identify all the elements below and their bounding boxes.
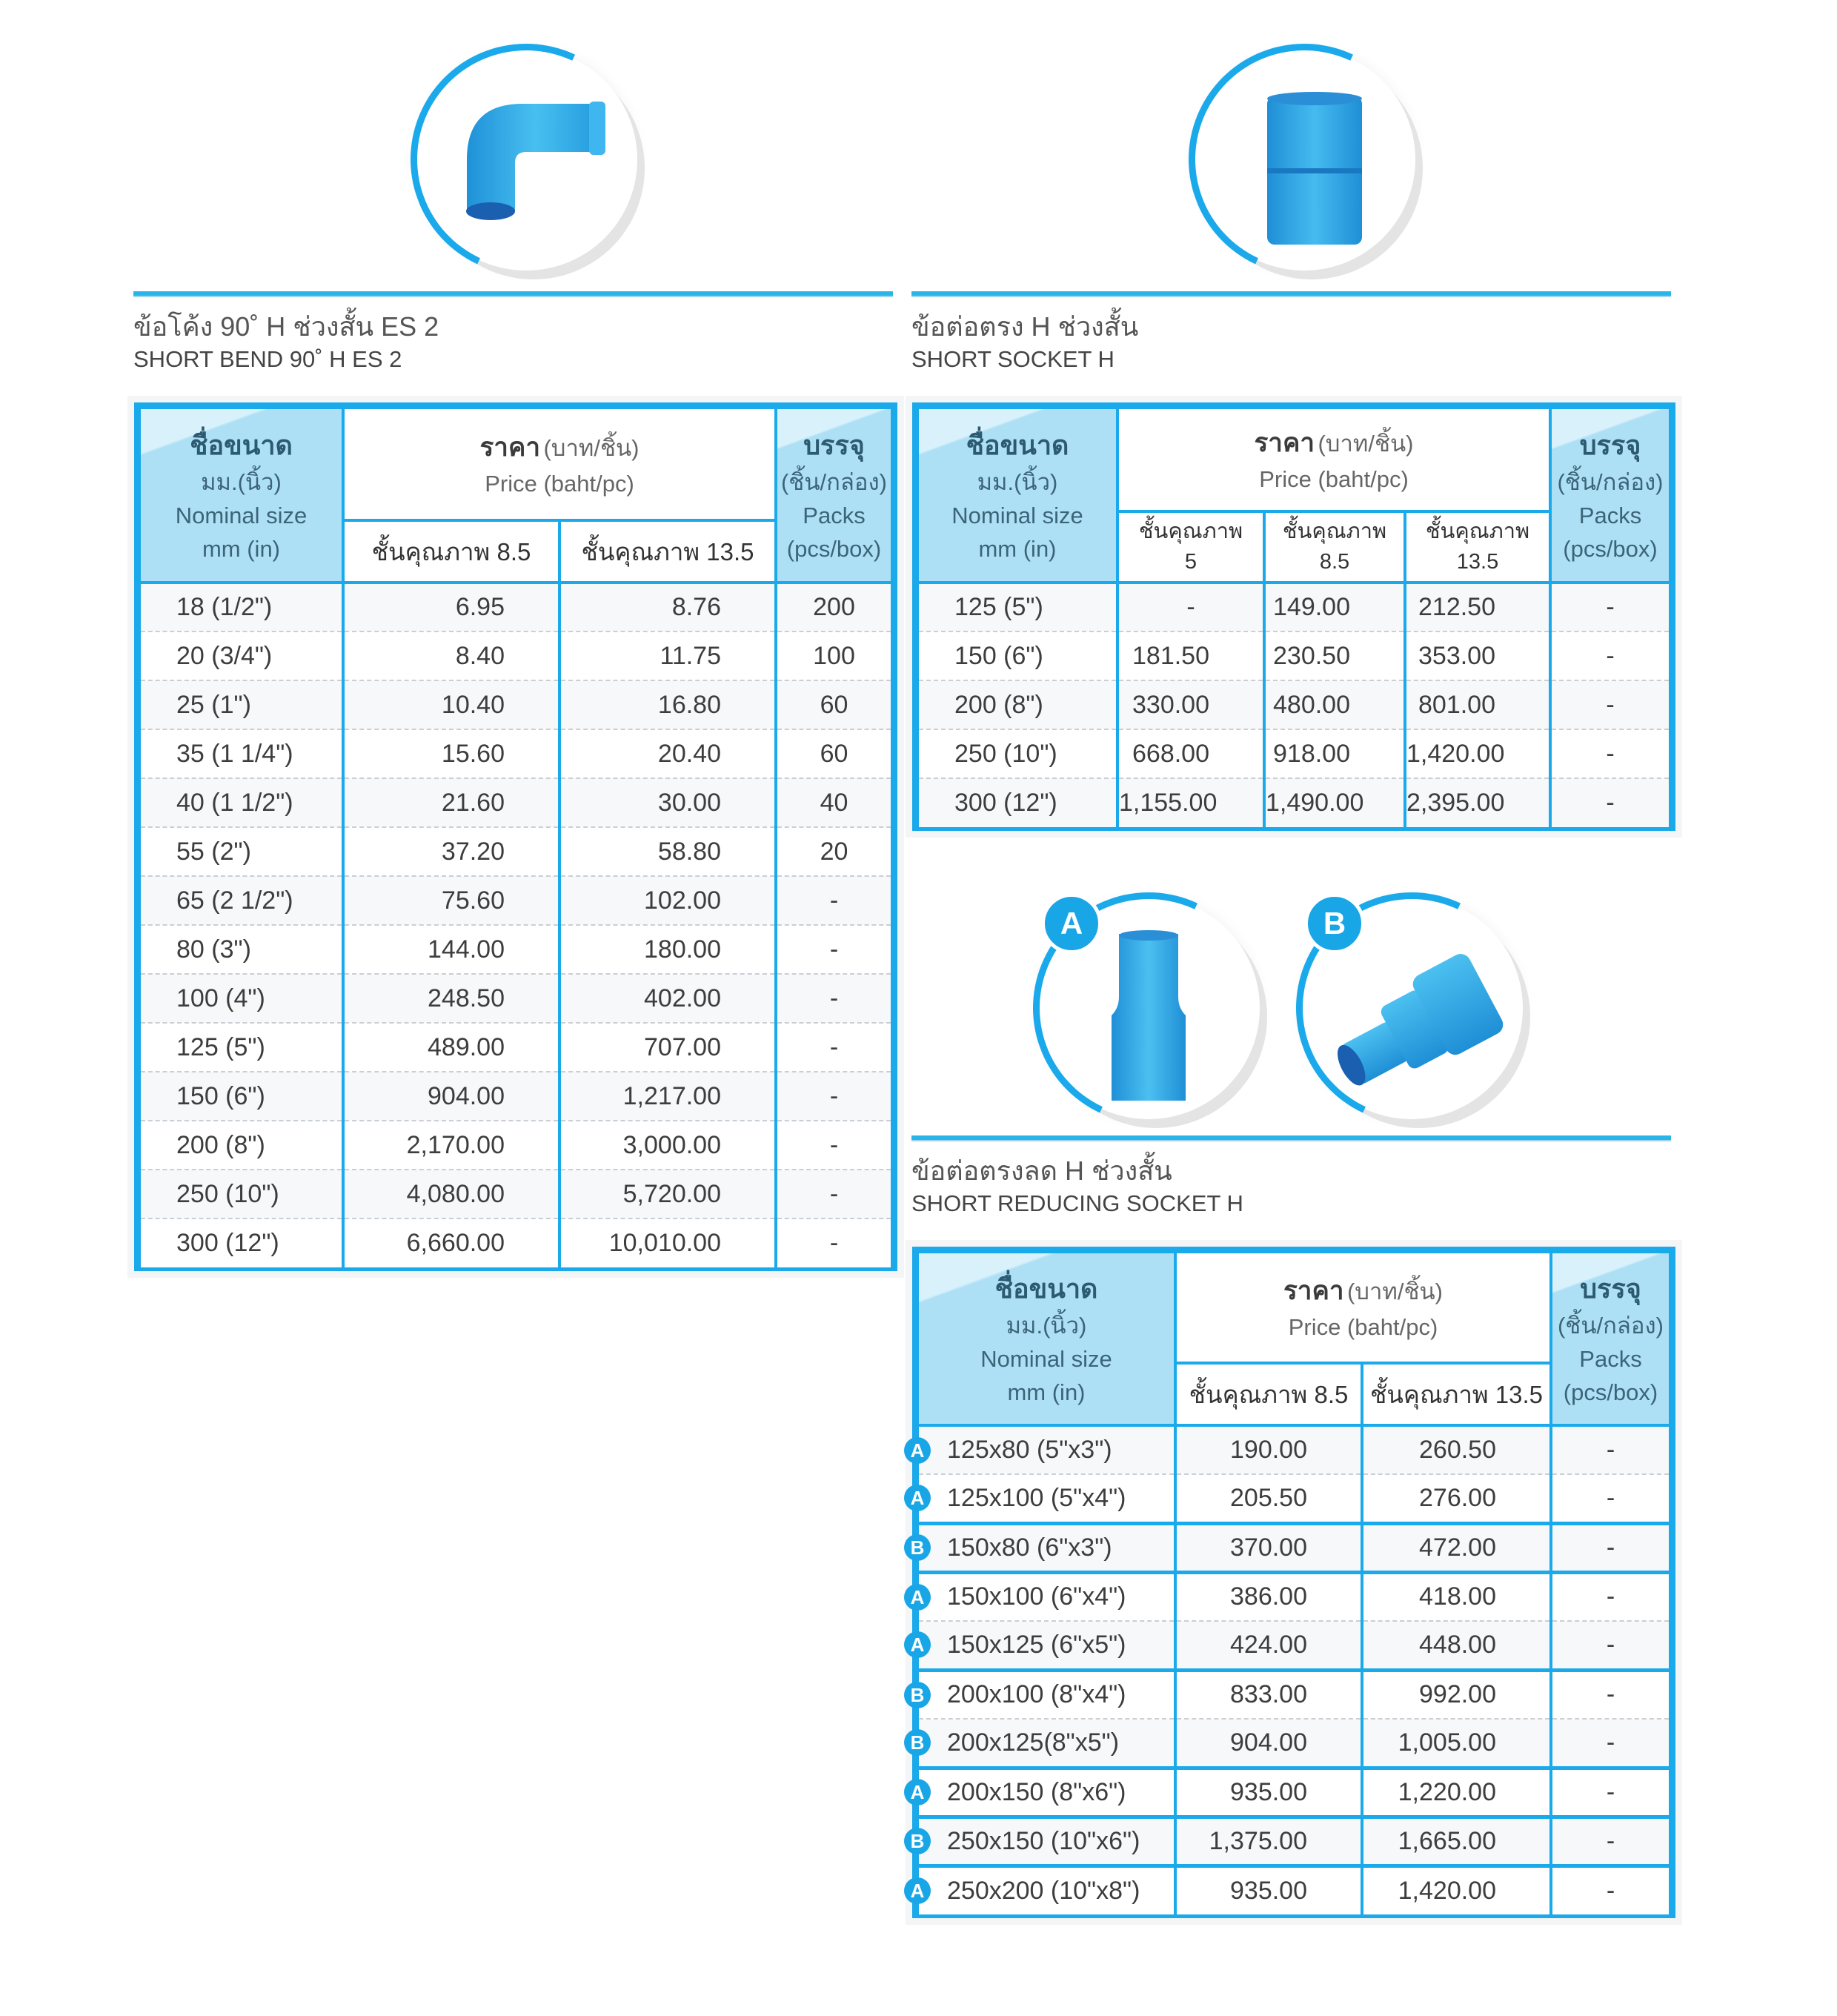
price-85-cell: 75.60	[343, 876, 559, 925]
size-cell: 25 (1")	[139, 680, 343, 729]
price-header-th: ราคา	[1283, 1276, 1344, 1306]
price-85-cell: 8.40	[343, 631, 559, 680]
pack-cell: -	[1551, 1670, 1670, 1719]
table-row	[139, 631, 892, 680]
size-header-en: Nominal size	[175, 503, 308, 529]
size-label: 150x125 (6"x5")	[947, 1630, 1126, 1659]
size-cell: 55 (2")	[139, 827, 343, 876]
size-header-th: ชื่อขนาด	[966, 430, 1069, 461]
socket-title-thai: ข้อต่อตรง H ช่วงสั้น	[911, 311, 1139, 342]
size-label: 150x80 (6"x3")	[947, 1533, 1112, 1562]
type-a-badge: A	[904, 1584, 931, 1611]
pack-cell: 40	[776, 778, 892, 827]
size-cell: 300 (12")	[917, 778, 1117, 827]
pack-cell: -	[776, 974, 892, 1023]
size-label: 200x150 (8"x6")	[947, 1777, 1126, 1806]
short-bend-image	[415, 48, 637, 271]
price-135-cell: 20.40	[559, 729, 776, 778]
size-label: 150x100 (6"x4")	[947, 1582, 1126, 1611]
pack-cell: 200	[776, 583, 892, 631]
grade-135-header	[1362, 1363, 1551, 1425]
price-135-cell: 1,005.00	[1362, 1719, 1551, 1768]
reducing-price-table	[910, 1250, 1672, 1914]
reducing-title-thai: ข้อต่อตรงลด H ช่วงสั้น	[911, 1155, 1172, 1186]
price-85-cell: 918.00	[1264, 729, 1405, 778]
price-135-cell: 1,665.00	[1362, 1817, 1551, 1866]
size-unit-en: mm (in)	[202, 535, 281, 562]
size-cell: 80 (3")	[139, 925, 343, 974]
size-cell: 250 (10")	[139, 1170, 343, 1218]
table-row	[917, 729, 1670, 778]
table-row	[139, 925, 892, 974]
price-header	[1175, 1252, 1551, 1363]
type-b-badge: B	[904, 1682, 931, 1708]
size-cell: 150 (6")	[139, 1072, 343, 1121]
size-cell: 200 (8")	[139, 1121, 343, 1170]
pack-cell: -	[776, 925, 892, 974]
pack-cell: -	[1550, 583, 1670, 631]
price-5-cell: 330.00	[1117, 680, 1264, 729]
reducing-title-english: SHORT REDUCING SOCKET H	[911, 1190, 1243, 1216]
section-divider	[133, 291, 893, 296]
size-cell: 125 (5")	[917, 583, 1117, 631]
price-135-cell: 212.50	[1405, 583, 1550, 631]
size-unit-en: mm (in)	[1007, 1379, 1086, 1405]
pack-cell: -	[1551, 1572, 1670, 1621]
price-85-cell: 424.00	[1175, 1621, 1362, 1670]
pack-cell: -	[1551, 1621, 1670, 1670]
pack-cell: -	[1551, 1719, 1670, 1768]
price-135-cell: 992.00	[1362, 1670, 1551, 1719]
table-row	[139, 778, 892, 827]
pack-cell: -	[776, 1218, 892, 1267]
size-cell	[910, 1719, 1175, 1768]
price-5-cell: 1,155.00	[1117, 778, 1264, 827]
socket-title-english: SHORT SOCKET H	[911, 346, 1115, 372]
price-135-cell: 16.80	[559, 680, 776, 729]
price-85-cell: 2,170.00	[343, 1121, 559, 1170]
price-135-cell: 1,420.00	[1405, 729, 1550, 778]
pack-cell: -	[776, 1023, 892, 1072]
price-135-cell: 1,220.00	[1362, 1768, 1551, 1817]
pack-cell: -	[1551, 1768, 1670, 1817]
size-cell: 150 (6")	[917, 631, 1117, 680]
price-unit-th: (บาท/ชิ้น)	[1318, 431, 1414, 457]
pack-cell: -	[1551, 1425, 1670, 1474]
badge-a: A	[1041, 893, 1102, 954]
price-85-cell: 904.00	[1175, 1719, 1362, 1768]
price-85-cell: 833.00	[1175, 1670, 1362, 1719]
grade-85-number: 8.5	[1319, 550, 1350, 574]
pack-cell: 60	[776, 729, 892, 778]
grade-85-label: ชั้นคุณภาพ 8.5	[1189, 1380, 1349, 1408]
price-135-cell: 801.00	[1405, 680, 1550, 729]
size-cell: 100 (4")	[139, 974, 343, 1023]
size-unit-th: มม.(นิ้ว)	[201, 469, 282, 496]
pack-unit-en: (pcs/box)	[786, 535, 882, 562]
type-b-badge: B	[904, 1534, 931, 1561]
size-cell	[910, 1817, 1175, 1866]
table-row	[139, 876, 892, 925]
price-85-cell: 1,375.00	[1175, 1817, 1362, 1866]
price-135-cell: 260.50	[1362, 1425, 1551, 1474]
grade-135-label: ชั้นคุณภาพ 13.5	[1369, 1380, 1544, 1408]
pack-cell: -	[776, 1072, 892, 1121]
price-85-cell: 489.00	[343, 1023, 559, 1072]
price-135-cell: 11.75	[559, 631, 776, 680]
table-row	[917, 1474, 1670, 1523]
table-row	[917, 583, 1670, 631]
size-header	[139, 408, 343, 583]
size-cell	[910, 1572, 1175, 1621]
price-85-cell: 21.60	[343, 778, 559, 827]
table-row	[139, 974, 892, 1023]
section-divider	[911, 291, 1671, 296]
price-85-cell: 37.20	[343, 827, 559, 876]
pack-unit-en: (pcs/box)	[1563, 535, 1658, 562]
price-85-cell: 230.50	[1264, 631, 1405, 680]
bend-pipe-icon	[415, 48, 637, 271]
pack-unit-th: (ชิ้น/กล่อง)	[1557, 469, 1664, 496]
price-85-cell: 370.00	[1175, 1523, 1362, 1572]
grade-85-header	[1264, 511, 1405, 583]
pack-cell: -	[1551, 1817, 1670, 1866]
pack-unit-th: (ชิ้น/กล่อง)	[780, 469, 887, 496]
bend-title-english: SHORT BEND 90˚ H ES 2	[133, 346, 402, 372]
pack-header-en: Packs	[1578, 503, 1642, 529]
price-header	[1117, 408, 1550, 511]
size-cell: 35 (1 1/4")	[139, 729, 343, 778]
price-85-cell: 248.50	[343, 974, 559, 1023]
pack-header	[776, 408, 892, 583]
socket-price-table	[916, 406, 1672, 827]
size-label: 125x100 (5"x4")	[947, 1483, 1126, 1512]
grade-label: ชั้นคุณภาพ	[1425, 520, 1530, 544]
pack-header-th: บรรจุ	[803, 430, 865, 461]
type-a-badge: A	[904, 1779, 931, 1806]
size-label: 250x150 (10"x6")	[947, 1826, 1140, 1855]
price-header-en: Price (baht/pc)	[1259, 466, 1409, 493]
table-row	[917, 1719, 1670, 1768]
price-85-cell: 6.95	[343, 583, 559, 631]
price-85-cell: 386.00	[1175, 1572, 1362, 1621]
pack-cell: 100	[776, 631, 892, 680]
pack-cell: -	[776, 876, 892, 925]
grade-85-label: ชั้นคุณภาพ 8.5	[371, 537, 531, 566]
price-5-cell: -	[1117, 583, 1264, 631]
price-85-cell: 10.40	[343, 680, 559, 729]
price-135-cell: 3,000.00	[559, 1121, 776, 1170]
size-cell	[910, 1523, 1175, 1572]
size-cell	[910, 1425, 1175, 1474]
price-header	[343, 408, 776, 520]
pack-cell: -	[1550, 778, 1670, 827]
pack-header-en: Packs	[1579, 1346, 1642, 1373]
grade-135-number: 13.5	[1456, 550, 1499, 574]
pack-cell: -	[776, 1121, 892, 1170]
table-row	[917, 1670, 1670, 1719]
size-header-en: Nominal size	[980, 1346, 1112, 1373]
pack-cell: -	[1550, 680, 1670, 729]
price-85-cell: 935.00	[1175, 1866, 1362, 1914]
size-cell: 250 (10")	[917, 729, 1117, 778]
table-row	[917, 1866, 1670, 1914]
price-85-cell: 205.50	[1175, 1474, 1362, 1523]
size-cell: 65 (2 1/2")	[139, 876, 343, 925]
price-135-cell: 707.00	[559, 1023, 776, 1072]
pack-header-en: Packs	[803, 503, 866, 529]
size-cell: 125 (5")	[139, 1023, 343, 1072]
price-135-cell: 472.00	[1362, 1523, 1551, 1572]
table-row	[917, 631, 1670, 680]
pack-cell: -	[1550, 729, 1670, 778]
short-socket-image	[1193, 48, 1415, 271]
table-row	[917, 778, 1670, 827]
size-cell	[910, 1866, 1175, 1914]
pack-cell: -	[1551, 1866, 1670, 1914]
reducing-table-body	[910, 1425, 1670, 1914]
table-row	[139, 729, 892, 778]
price-85-cell: 15.60	[343, 729, 559, 778]
table-row	[139, 1023, 892, 1072]
socket-table-body	[917, 583, 1670, 827]
pack-header-th: บรรจุ	[1580, 1273, 1641, 1304]
size-label: 200x125(8"x5")	[947, 1728, 1120, 1757]
size-header-th: ชื่อขนาด	[994, 1273, 1098, 1304]
type-a-badge: A	[904, 1437, 931, 1464]
pack-unit-th: (ชิ้น/กล่อง)	[1557, 1313, 1664, 1339]
price-135-cell: 58.80	[559, 827, 776, 876]
size-cell: 18 (1/2")	[139, 583, 343, 631]
price-135-cell: 353.00	[1405, 631, 1550, 680]
table-row	[917, 1621, 1670, 1670]
bend-title-thai: ข้อโค้ง 90˚ H ช่วงสั้น ES 2	[133, 311, 439, 342]
size-header-en: Nominal size	[951, 503, 1083, 529]
size-unit-th: มม.(นิ้ว)	[1006, 1313, 1087, 1339]
price-85-cell: 1,490.00	[1264, 778, 1405, 827]
pack-header	[1551, 1252, 1670, 1425]
type-a-badge: A	[904, 1877, 931, 1904]
table-row	[139, 1170, 892, 1218]
type-a-badge: A	[904, 1631, 931, 1658]
size-unit-en: mm (in)	[978, 535, 1057, 562]
bend-table-body	[139, 583, 892, 1267]
table-row	[917, 1817, 1670, 1866]
price-85-cell: 6,660.00	[343, 1218, 559, 1267]
price-header-en: Price (baht/pc)	[1288, 1314, 1438, 1341]
price-header-en: Price (baht/pc)	[485, 471, 634, 497]
size-header	[917, 1252, 1175, 1425]
socket-pipe-icon	[1193, 48, 1415, 271]
grade-label: ชั้นคุณภาพ	[1138, 520, 1243, 544]
price-header-th: ราคา	[1254, 428, 1315, 458]
price-135-cell: 402.00	[559, 974, 776, 1023]
price-135-cell: 418.00	[1362, 1572, 1551, 1621]
table-row	[139, 583, 892, 631]
grade-135-header	[1405, 511, 1550, 583]
size-cell	[910, 1621, 1175, 1670]
size-label: 250x200 (10"x8")	[947, 1876, 1140, 1905]
pack-cell: -	[776, 1170, 892, 1218]
type-a-badge: A	[904, 1485, 931, 1511]
price-135-cell: 276.00	[1362, 1474, 1551, 1523]
table-row	[139, 827, 892, 876]
size-cell	[910, 1474, 1175, 1523]
grade-135-header	[559, 520, 776, 583]
size-label: 200x100 (8"x4")	[947, 1680, 1126, 1709]
price-135-cell: 448.00	[1362, 1621, 1551, 1670]
size-unit-th: มม.(นิ้ว)	[977, 469, 1058, 496]
price-unit-th: (บาท/ชิ้น)	[1346, 1279, 1443, 1305]
pack-header	[1550, 408, 1670, 583]
price-135-cell: 10,010.00	[559, 1218, 776, 1267]
price-135-cell: 5,720.00	[559, 1170, 776, 1218]
price-header-th: ราคา	[479, 433, 541, 462]
size-label: 125x80 (5"x3")	[947, 1436, 1112, 1464]
table-row	[139, 1121, 892, 1170]
price-5-cell: 668.00	[1117, 729, 1264, 778]
price-135-cell: 102.00	[559, 876, 776, 925]
price-135-cell: 180.00	[559, 925, 776, 974]
price-85-cell: 149.00	[1264, 583, 1405, 631]
price-85-cell: 4,080.00	[343, 1170, 559, 1218]
table-row	[917, 1572, 1670, 1621]
price-85-cell: 190.00	[1175, 1425, 1362, 1474]
type-b-badge: B	[904, 1828, 931, 1854]
table-row	[139, 1072, 892, 1121]
table-row	[917, 680, 1670, 729]
grade-label: ชั้นคุณภาพ	[1282, 520, 1387, 544]
pack-cell: -	[1551, 1474, 1670, 1523]
price-135-cell: 30.00	[559, 778, 776, 827]
price-85-cell: 904.00	[343, 1072, 559, 1121]
bend-price-table	[138, 406, 894, 1267]
size-header-th: ชื่อขนาด	[190, 430, 293, 461]
pack-cell: -	[1550, 631, 1670, 680]
table-row	[917, 1425, 1670, 1474]
pack-unit-en: (pcs/box)	[1563, 1379, 1658, 1405]
price-135-cell: 1,217.00	[559, 1072, 776, 1121]
price-5-cell: 181.50	[1117, 631, 1264, 680]
price-85-cell: 935.00	[1175, 1768, 1362, 1817]
size-cell	[910, 1670, 1175, 1719]
badge-b: B	[1304, 893, 1365, 954]
grade-135-label: ชั้นคุณภาพ 13.5	[581, 537, 754, 566]
table-row	[917, 1523, 1670, 1572]
price-85-cell: 480.00	[1264, 680, 1405, 729]
price-135-cell: 8.76	[559, 583, 776, 631]
pack-cell: 60	[776, 680, 892, 729]
price-unit-th: (บาท/ชิ้น)	[543, 435, 640, 462]
size-cell: 20 (3/4")	[139, 631, 343, 680]
size-cell: 40 (1 1/2")	[139, 778, 343, 827]
grade-85-header	[1175, 1363, 1362, 1425]
table-row	[139, 680, 892, 729]
size-header	[917, 408, 1117, 583]
grade-5-header	[1117, 511, 1264, 583]
size-cell: 200 (8")	[917, 680, 1117, 729]
pack-header-th: บรรจุ	[1579, 430, 1641, 461]
grade-85-header	[343, 520, 559, 583]
section-divider	[911, 1135, 1671, 1140]
grade-5-number: 5	[1184, 550, 1197, 574]
price-135-cell: 1,420.00	[1362, 1866, 1551, 1914]
size-cell: 300 (12")	[139, 1218, 343, 1267]
table-row	[917, 1768, 1670, 1817]
size-cell	[910, 1768, 1175, 1817]
price-135-cell: 2,395.00	[1405, 778, 1550, 827]
pack-cell: 20	[776, 827, 892, 876]
type-b-badge: B	[904, 1729, 931, 1756]
table-row	[139, 1218, 892, 1267]
price-85-cell: 144.00	[343, 925, 559, 974]
pack-cell: -	[1551, 1523, 1670, 1572]
